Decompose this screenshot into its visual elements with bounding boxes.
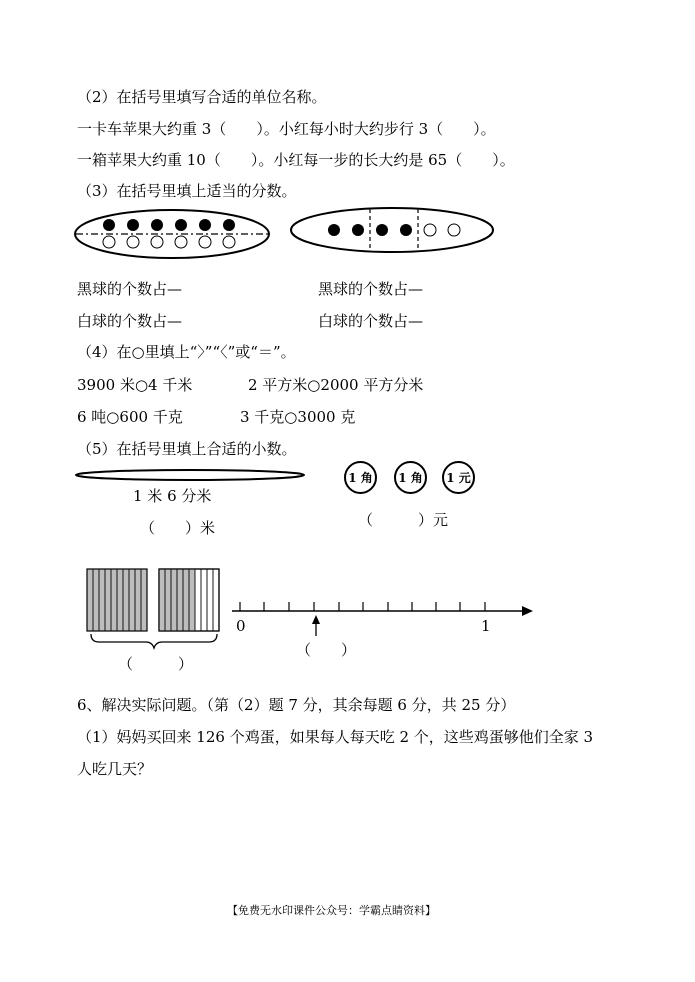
compare-d: 3 千克○3000 克 [240,408,356,426]
white-ball [127,236,139,248]
white-ball [103,236,115,248]
black-ball [400,224,412,236]
left-ball-ellipse [75,210,269,258]
white-ball [199,236,211,248]
black-ball [151,219,163,231]
rope-shape [76,470,304,480]
compare-b: 2 平方米○2000 平方分米 [248,376,424,394]
grid-answer: （ ） [118,655,194,673]
compare-c: 6 吨○600 千克 [77,408,183,426]
coin-3: 1 元 [442,461,475,494]
shaded-strip-grid [87,569,219,648]
white-ball [448,224,460,236]
section5-title: （5）在括号里填上合适的小数。 [77,440,297,458]
black-ball [127,219,139,231]
rope-answer: （ ）米 [140,519,216,537]
right-black-fraction-label: 黑球的个数占— [318,280,424,298]
section2-line1: 一卡车苹果大约重 3（ ）。小红每小时大约步行 3（ ）。 [77,120,496,138]
section6-title: 6、解决实际问题。（第（2）题 7 分，其余每题 6 分，共 25 分） [77,696,516,714]
compare-a: 3900 米○4 千米 [77,376,193,394]
question1-line1: （1）妈妈买回来 126 个鸡蛋，如果每人每天吃 2 个，这些鸡蛋够他们全家 3 [77,728,594,746]
coin-2: 1 角 [394,461,427,494]
black-ball [328,224,340,236]
white-ball [151,236,163,248]
right-white-fraction-label: 白球的个数占— [318,312,424,330]
black-ball [199,219,211,231]
left-black-fraction-label: 黑球的个数占— [77,280,183,298]
rope-label: 1 米 6 分米 [133,487,212,505]
brace [91,634,217,648]
section3-title: （3）在括号里填上适当的分数。 [77,182,297,200]
white-ball [424,224,436,236]
footer-watermark-text: 【免费无水印课件公众号：学霸点睛资料】 [227,904,436,917]
black-ball [376,224,388,236]
white-ball [223,236,235,248]
black-ball [175,219,187,231]
coin-answer: （ ）元 [358,511,449,529]
coin-1: 1 角 [344,461,377,494]
numline-answer: （ ） [296,641,357,659]
section2-title: （2）在括号里填写合适的单位名称。 [77,88,327,106]
right-ball-ellipse [291,208,493,252]
numline-one-label: 1 [481,617,491,635]
black-ball [103,219,115,231]
white-ball [175,236,187,248]
numline-zero-label: 0 [236,617,246,635]
section4-title: （4）在○里填上“〉”“〈”或“＝”。 [77,343,296,361]
black-ball [223,219,235,231]
left-white-fraction-label: 白球的个数占— [77,312,183,330]
black-ball [352,224,364,236]
section2-line2: 一箱苹果大约重 10（ ）。小红每一步的长大约是 65（ ）。 [77,151,515,169]
question1-line2: 人吃几天？ [77,760,153,778]
